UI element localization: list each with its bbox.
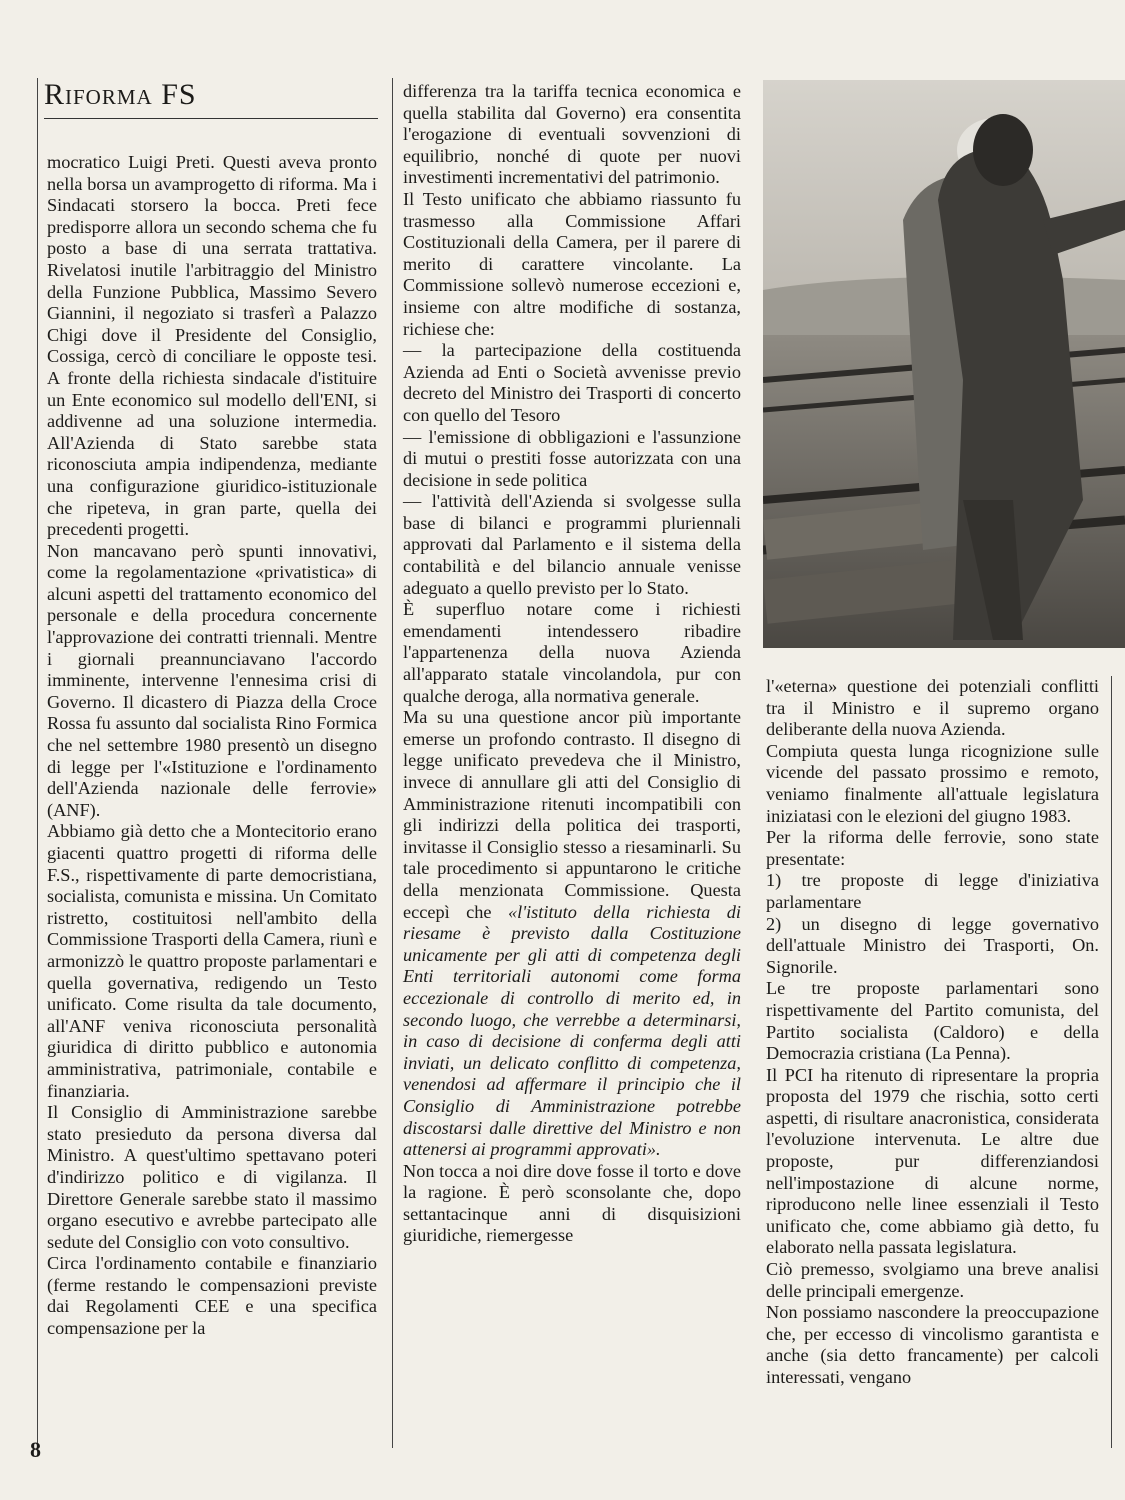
paragraph: Non mancavano però spunti innovativi, come la regolamentazione «privatistica» di alcuni aspetti del trattamento economico del personale e della procedura concernente l'approvazione dei contratti triennali. Mentre i giornali preannunciavano l'accordo imminente, intervenne l'ennesima crisi di Governo. Il dicastero di Piazza della Croce Rossa fu assunto dal socialista Rino Formica che nel settembre 1980 presentò un disegno di legge per l'«Istituzione e l'ordinamento dell'Azienda nazionale delle ferrovie» (ANF).	[47, 540, 377, 820]
paragraph: Le tre proposte parlamentari sono rispettivamente del Partito comunista, del Partito socialista (Caldoro) e della Democrazia cristiana (La Penna).	[766, 978, 1099, 1064]
paragraph: l'«eterna» questione dei potenziali conflitti tra il Ministro e il supremo organo deliberante della nuova Azienda.	[766, 676, 1099, 740]
paragraph: mocratico Luigi Preti. Questi aveva pronto nella borsa un avamprogetto di riforma. Ma i Sindacati storsero la bocca. Preti fece predisporre allora un secondo schema che fu posto a base di una serrata trattativa. Rivelatosi inutile l'arbitraggio del Ministro della Funzione Pubblica, Massimo Severo Giannini, il negoziato si trasferì a Palazzo Chigi dove il Presidente del Consiglio, Cossiga, cercò di conciliare le opposte tesi. A fronte della richiesta sindacale d'istituire un Ente economico sul modello dell'ENI, si addivenne ad una soluzione intermedia. All'Azienda di Stato sarebbe stata riconosciuta ampia indipendenza, mediante una configurazione giuridico-istituzionale che ripeteva, in gran parte, quella dei precedenti progetti.	[47, 152, 377, 540]
text-column-3	[766, 676, 1099, 1389]
middle-column-rule	[392, 78, 393, 1448]
paragraph: Non possiamo nascondere la preoccupazione che, per eccesso di vincolismo garantista e anche (sia detto francamente) per calcoli interessati, vengano	[766, 1302, 1099, 1387]
list-item: — l'attività dell'Azienda si svolgesse sulla base di bilanci e programmi pluriennali approvati dal Parlamento e il sistema della contabilità e del bilancio annuale venisse adeguato a quello previsto per lo Stato.	[403, 491, 741, 598]
paragraph: Ciò premesso, svolgiamo una breve analisi delle principali emergenze.	[766, 1259, 1099, 1301]
right-column-rule	[1111, 676, 1112, 1448]
paragraph: Il PCI ha ritenuto di ripresentare la propria proposta del 1979 che rischia, sotto certi aspetti, di risultare anacronistica, considerata l'evoluzione intervenuta. Le altre due proposte, pur differenziandosi nell'impostazione di alcune norme, riproducono nelle linee essenziali il Testo unificato che, come abbiamo già detto, fu elaborato nella passata legislatura.	[766, 1064, 1099, 1258]
paragraph: Il Consiglio di Amministrazione sarebbe stato presieduto da persona diversa dal Ministro. A quest'ultimo spettavano poteri d'indirizzo politico e di vigilanza. Il Direttore Generale sarebbe stato il massimo organo esecutivo e avrebbe partecipato alle sedute del Consiglio con voto consultivo.	[47, 1102, 377, 1252]
text-column-2	[403, 81, 741, 1247]
photo-illustration	[763, 80, 1125, 648]
text-column-1	[47, 152, 377, 1340]
paragraph: Compiuta questa lunga ricognizione sulle vicende del passato prossimo e remoto, veniamo finalmente all'attuale legislatura iniziatasi con le elezioni del giugno 1983.	[766, 740, 1099, 826]
paragraph: Il Testo unificato che abbiamo riassunto fu trasmesso alla Commissione Affari Costituzionali della Camera, per il parere di merito di carattere vincolante. La Commissione sollevò numerose eccezioni e, insieme con altre modifiche di sostanza, richiese che:	[403, 188, 741, 339]
paragraph: È superfluo notare come i richiesti emendamenti intendessero ribadire l'appartenenza della nuova Azienda all'apparato statale vincolandola, pur con qualche deroga, alla normativa generale.	[403, 599, 741, 706]
page-number: 8	[30, 1437, 41, 1462]
paragraph: Non tocca a noi dire dove fosse il torto e dove la ragione. È però sconsolante che, dopo settantacinque anni di disquisizioni giuridiche, riemergesse	[403, 1160, 741, 1246]
paragraph: Circa l'ordinamento contabile e finanziario (ferme restando le compensazioni previste dai Regolamenti CEE e una specifica compensazione per la	[47, 1253, 377, 1339]
section-header	[44, 78, 378, 119]
list-item: 2) un disegno di legge governativo dell'attuale Ministro dei Trasporti, On. Signorile.	[766, 913, 1099, 977]
quotation: «l'istituto della richiesta di riesame è previsto dalla Costituzione unicamente per gli atti di competenza degli Enti territoriali autonomi come forma eccezionale di controllo di merito ed, in secondo luogo, che verrebbe a determinarsi, in caso di decisione di conferma degli atti inviati, un delicato conflitto di competenza, venendosi ad affermare il principio che il Consiglio di Amministrazione potrebbe discostarsi dalle direttive del Ministro e non attenersi ai programmi approvati».	[403, 901, 742, 1160]
list-item: — l'emissione di obbligazioni e l'assunzione di mutui o prestiti fosse autorizzata con una decisione in sede politica	[403, 426, 741, 490]
paragraph-text: Ma su una questione ancor più importante emerse un profondo contrasto. Il disegno di legge unificato prevedeva che il Ministro, invece di annullare gli atti del Consiglio di Amministrazione ritenuti incompatibili con gli indirizzi della politica dei trasporti, invitasse il Consiglio stesso a riesaminarli. Su tale procedimento si appuntarono le critiche della menzionata Commissione. Questa eccepì che	[403, 707, 741, 922]
railway-workers-photo	[763, 80, 1125, 648]
paragraph: Per la riforma delle ferrovie, sono state presentate:	[766, 827, 1099, 869]
list-item: — la partecipazione della costituenda Azienda ad Enti o Società avvenisse previo decreto del Ministro dei Trasporti di concerto con quello del Tesoro	[403, 340, 741, 425]
section-title: Riforma FS	[44, 78, 197, 111]
paragraph: Abbiamo già detto che a Montecitorio erano giacenti quattro progetti di riforma delle F.S., rispettivamente di parte democristiana, socialista, comunista e missina. Un Comitato ristretto, costituitosi nell'ambito della Commissione Trasporti della Camera, riunì e armonizzò le quattro proposte parlamentari e quella governativa, redigendo un Testo unificato. Come risulta da tale documento, all'ANF veniva riconosciuta personalità giuridica di diritto pubblico e autonomia amministrativa, patrimoniale, contabile e finanziaria.	[47, 821, 377, 1101]
list-item: 1) tre proposte di legge d'iniziativa parlamentare	[766, 870, 1099, 912]
left-column-rule	[37, 78, 38, 1448]
paragraph	[403, 707, 741, 1160]
paragraph: differenza tra la tariffa tecnica economica e quella stabilita dal Governo) era consentita l'erogazione di eventuali sovvenzioni di equilibrio, nonché di quote per nuovi investimenti incrementativi del patrimonio.	[403, 81, 741, 188]
